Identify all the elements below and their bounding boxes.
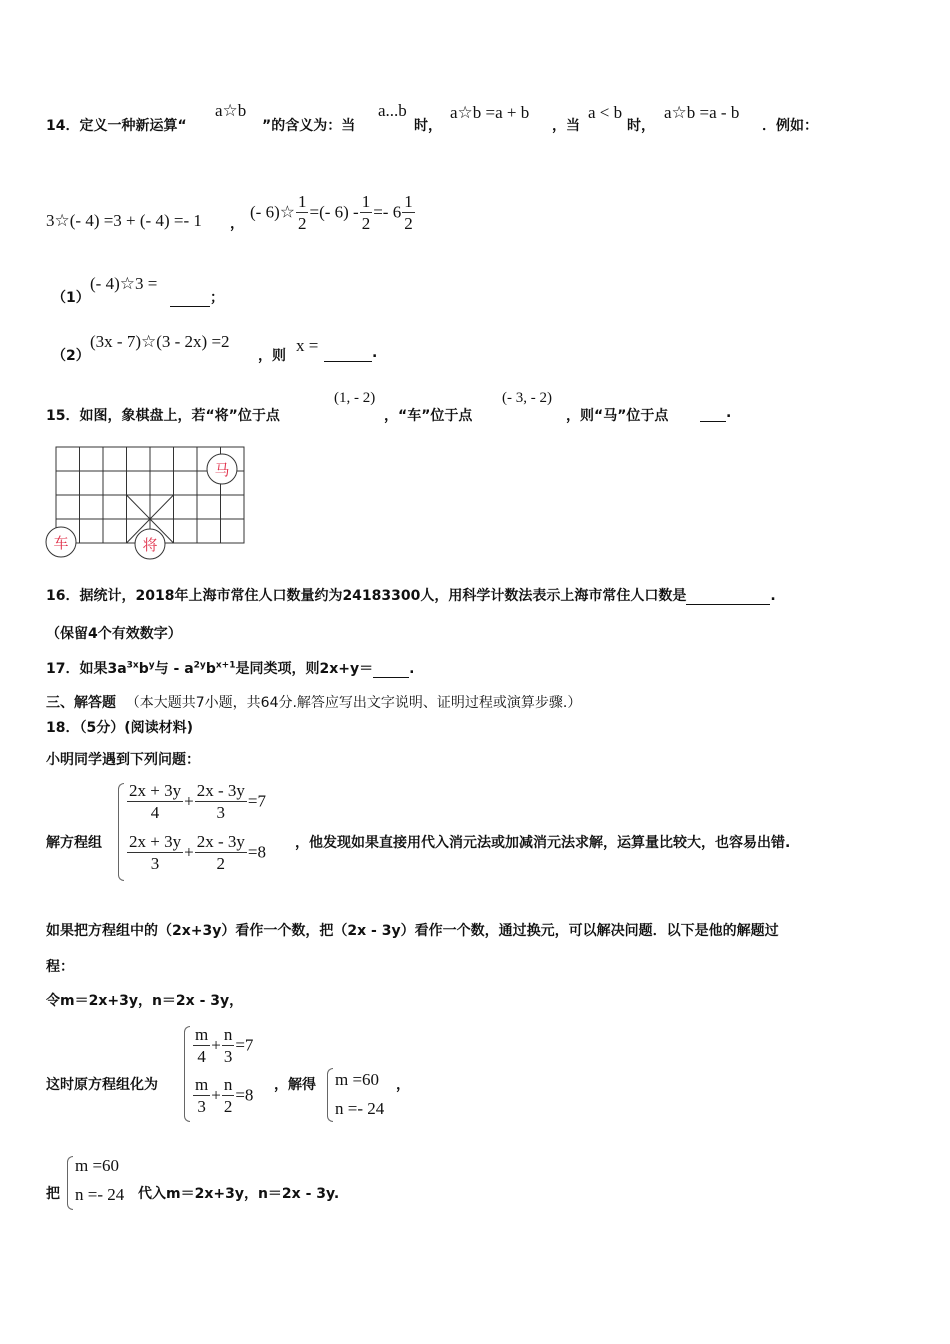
equation-2 (126, 832, 266, 875)
answer-blank[interactable] (324, 345, 377, 362)
part2-expr: (3x - 7)☆(3 - 2x) =2 (90, 332, 230, 351)
numerator: n (223, 1025, 233, 1044)
point-che: (- 3, - 2) (502, 390, 552, 406)
answer-blank[interactable] (373, 661, 409, 678)
fraction (222, 1025, 235, 1068)
part-label: （1） (52, 290, 90, 306)
fraction (360, 192, 373, 235)
system-2 (192, 1075, 253, 1118)
fraction (195, 832, 247, 875)
fraction (195, 781, 247, 824)
cond1: a...b (378, 101, 407, 120)
q17-stem (46, 658, 414, 678)
piece-jiang-label: 将 (142, 536, 158, 554)
text: + (211, 1085, 221, 1105)
solution-m: m =60 (75, 1156, 120, 1175)
text: 时， (627, 118, 655, 134)
denominator: 2 (404, 214, 413, 233)
numerator: 2x + 3y (129, 781, 182, 800)
solution-m: m =60 (335, 1070, 380, 1089)
text: ，则“马”位于点 (566, 408, 669, 424)
numerator: n (223, 1075, 233, 1094)
text: 是同类项，则2x+y＝ (235, 661, 374, 677)
text: 时， (414, 118, 442, 134)
denominator: 3 (223, 1047, 233, 1066)
piece-che (46, 527, 76, 557)
numerator: 1 (404, 192, 413, 211)
brace (184, 1026, 190, 1122)
q16-stem (46, 585, 776, 605)
text: =7 (247, 791, 266, 811)
text: + (184, 842, 194, 862)
fraction (193, 1025, 210, 1068)
rule2: a☆b =a - b (664, 103, 740, 122)
brace (118, 783, 124, 881)
numerator: 2x - 3y (196, 781, 245, 800)
section-title: 三、解答题 (46, 695, 116, 711)
transform-label: 这时原方程组化为 (46, 1077, 158, 1093)
text: 16．据统计，2018年上海市常住人口数量约为24183300人，用科学计数法表示上海市常住人口数是 (46, 588, 687, 604)
text: ，“车”位于点 (384, 408, 473, 424)
text: 如图，象棋盘上，若“将”位于点 (79, 408, 280, 424)
text: ，则 (258, 348, 286, 364)
numerator: 2x - 3y (196, 832, 245, 851)
question-number: 15． (46, 408, 80, 424)
answer-blank[interactable] (700, 405, 731, 422)
text: . (372, 345, 378, 361)
text: =7 (235, 1035, 254, 1055)
fraction (296, 192, 309, 235)
text: ”的含义为：当 (262, 118, 356, 134)
piece-ma-label: 马 (214, 461, 230, 479)
text: . (409, 661, 415, 677)
paragraph-line1: 如果把方程组中的（2x+3y）看作一个数，把（2x - 3y）看作一个数，通过换元，可以解决问题．以下是他的解题过 (46, 923, 779, 939)
fraction (127, 832, 183, 875)
denominator: 4 (150, 803, 160, 822)
text: 定义一种新运算“ (79, 118, 187, 134)
denominator: 2 (216, 854, 226, 873)
numerator: 2x + 3y (129, 832, 182, 851)
text: b (138, 661, 149, 677)
denominator: 2 (361, 214, 371, 233)
text: . (726, 405, 732, 421)
example-1: 3☆(- 4) =3 + (- 4) =- 1 (46, 211, 202, 230)
substitute-text: 代入m＝2x+3y，n＝2x - 3y. (138, 1186, 340, 1202)
brace (327, 1068, 333, 1122)
example-2 (250, 192, 416, 235)
text: b (205, 661, 216, 677)
exponent: 3x (126, 660, 139, 671)
numerator: m (195, 1075, 209, 1094)
text: . (770, 588, 776, 604)
denominator: 3 (150, 854, 160, 873)
text: 与 - a (154, 661, 194, 677)
q18-intro: 小明同学遇到下列问题： (46, 752, 200, 768)
var-x: x = (296, 336, 319, 355)
fraction (193, 1075, 210, 1118)
solve-label: 解方程组 (46, 835, 102, 851)
text: ．例如： (762, 118, 818, 134)
numerator: m (195, 1025, 209, 1044)
fraction (127, 781, 183, 824)
sub-label: 把 (46, 1186, 60, 1202)
denominator: 2 (297, 214, 307, 233)
denominator: 3 (216, 803, 226, 822)
denominator: 2 (223, 1097, 233, 1116)
piece-che-label: 车 (53, 534, 69, 552)
part1-expr: (- 4)☆3 = (90, 274, 158, 293)
piece-jiang (135, 529, 165, 559)
numerator: 1 (361, 192, 371, 211)
q18-header: 18．（5分）(阅读材料) (46, 720, 194, 736)
text: + (211, 1035, 221, 1055)
text: (- 6)☆ (250, 202, 295, 222)
fraction (402, 192, 415, 235)
point-jiang: (1, - 2) (334, 390, 376, 406)
q16-note: （保留4个有效数字） (46, 626, 182, 642)
section-note: （本大题共7小题，共64分.解答应写出文字说明、证明过程或演算步骤.） (125, 695, 582, 711)
text: ，当 (552, 118, 580, 134)
question-number: 14． (46, 118, 80, 134)
solution-n: n =- 24 (335, 1099, 385, 1118)
fraction (222, 1075, 235, 1118)
rule1: a☆b =a + b (450, 103, 530, 122)
solution-n: n =- 24 (75, 1185, 125, 1204)
answer-blank[interactable] (170, 287, 224, 307)
q15-stem (46, 405, 280, 425)
text: =(- 6) - (309, 202, 359, 222)
piece-ma (207, 454, 237, 484)
exponent: x+1 (215, 660, 236, 671)
cond2: a < b (588, 103, 623, 122)
system-1 (192, 1025, 253, 1068)
solve-comment: ，他发现如果直接用代入消元法或加减消元法求解，运算量比较大，也容易出错. (295, 835, 791, 851)
text: 17．如果3a (46, 661, 127, 677)
paragraph-line2: 程： (46, 959, 74, 975)
text: ， (230, 216, 244, 232)
text: ； (210, 290, 224, 306)
op-def: a☆b (215, 101, 247, 120)
text: =- 6 (373, 202, 402, 222)
solved-label: ，解得 (274, 1077, 316, 1093)
brace (67, 1156, 73, 1210)
q14-stem (46, 115, 187, 135)
equation-1 (126, 781, 266, 824)
part-label: （2） (52, 348, 90, 364)
text: =8 (235, 1085, 254, 1105)
chessboard-figure (44, 444, 250, 566)
text: =8 (247, 842, 266, 862)
substitution-line: 令m＝2x+3y，n＝2x - 3y， (46, 993, 244, 1009)
exponent: y (148, 660, 155, 671)
exponent: 2y (193, 660, 206, 671)
denominator: 3 (197, 1097, 206, 1116)
denominator: 4 (197, 1047, 206, 1066)
answer-blank[interactable] (686, 588, 770, 605)
text: + (184, 791, 194, 811)
numerator: 1 (297, 192, 307, 211)
text: ， (396, 1077, 410, 1093)
section-header (46, 692, 581, 712)
